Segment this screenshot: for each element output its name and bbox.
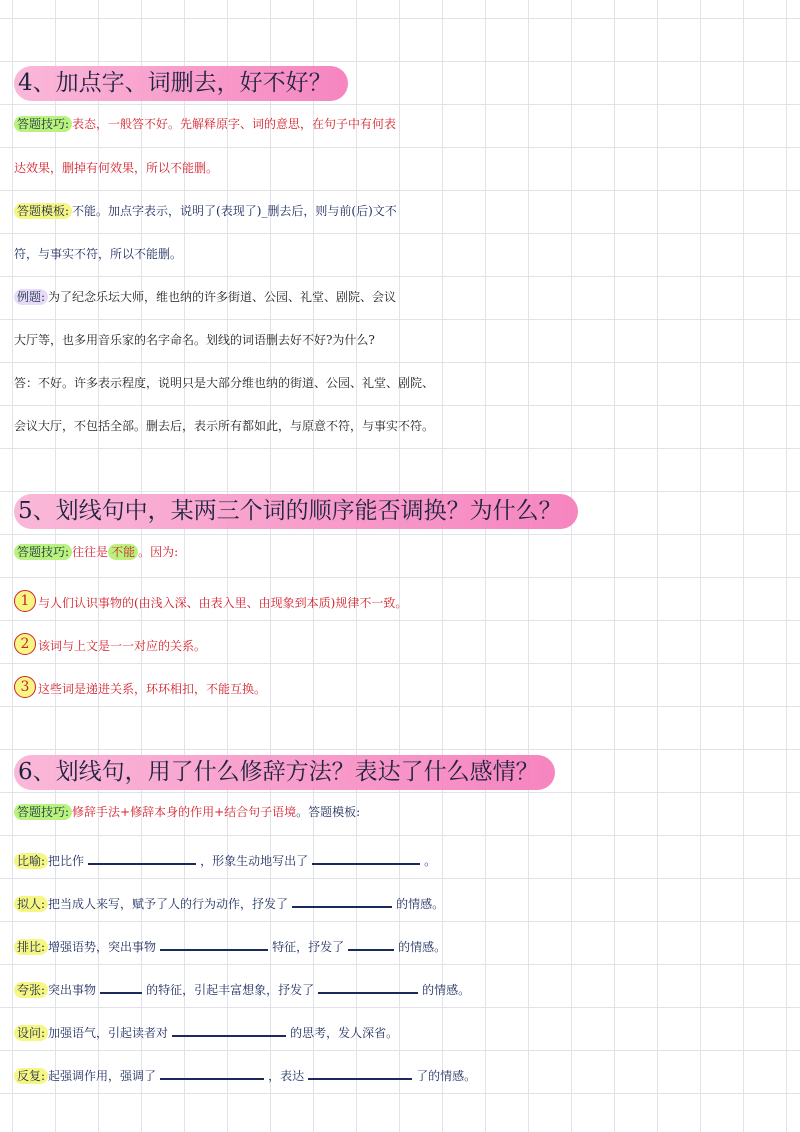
section5-tech-line xyxy=(14,546,792,558)
section4-tech-line2 xyxy=(14,162,792,174)
section4-answer-line2 xyxy=(14,420,792,432)
rhetoric-text: ，形象生动地写出了 xyxy=(200,854,309,868)
section5-item-text: 该词与上文是一一对应的关系。 xyxy=(38,639,207,653)
section5-heading-row xyxy=(14,494,792,529)
section5-tech-pre: 往往是 xyxy=(72,545,109,559)
rhetoric-text: 了的情感。 xyxy=(416,1069,477,1083)
rhetoric-text: 起强调作用，强调了 xyxy=(48,1069,157,1083)
rhetoric-label: 排比: xyxy=(14,939,48,955)
section4-example-line2 xyxy=(14,334,792,346)
fill-blank xyxy=(88,849,196,865)
section4-tmpl-line2 xyxy=(14,248,792,260)
fill-blank xyxy=(318,978,418,994)
section4-tmpl-text2: 符，与事实不符，所以不能删。 xyxy=(14,247,183,261)
fill-blank xyxy=(172,1021,286,1037)
rhetoric-text: 。 xyxy=(424,854,437,868)
fill-blank xyxy=(160,935,268,951)
rhetoric-row-personification xyxy=(14,892,792,910)
section4-tech-text1: 表态，一般答不好。先解释原字、词的意思，在句子中有何表 xyxy=(72,117,397,131)
rhetoric-text: 的情感。 xyxy=(398,940,447,954)
section4-example-text2: 大厅等，也多用音乐家的名字命名。划线的词语删去好不好?为什么? xyxy=(14,333,375,347)
section5-item xyxy=(14,590,792,612)
section5-item xyxy=(14,633,792,655)
section5-heading: 5、划线句中，某两三个词的顺序能否调换？为什么？ xyxy=(14,494,578,529)
section4-example-line1 xyxy=(14,291,792,303)
section6-tech-text: 修辞手法+修辞本身的作用+结合句子语境 xyxy=(72,805,297,819)
section4-tech-label: 答题技巧: xyxy=(14,116,72,132)
fill-blank xyxy=(100,978,142,994)
rhetoric-label: 反复: xyxy=(14,1068,48,1084)
fill-blank xyxy=(312,849,420,865)
circled-number-icon: 1 xyxy=(14,590,36,612)
rhetoric-row-parallelism xyxy=(14,935,792,953)
rhetoric-row-simile xyxy=(14,849,792,867)
section4-tmpl-text1: 不能。加点字表示，说明了(表现了)_删去后，则与前(后)文不 xyxy=(72,204,397,218)
section4-answer-text2: 会议大厅，不包括全部。删去后，表示所有都如此，与原意不符，与事实不符。 xyxy=(14,419,435,433)
rhetoric-row-hyperbole xyxy=(14,978,792,996)
rhetoric-label: 设问: xyxy=(14,1025,48,1041)
rhetoric-label: 拟人: xyxy=(14,896,48,912)
rhetoric-text: 把比作 xyxy=(48,854,85,868)
circled-number-icon: 2 xyxy=(14,633,36,655)
fill-blank xyxy=(348,935,394,951)
rhetoric-text: 特征，抒发了 xyxy=(272,940,345,954)
rhetoric-text: 加强语气，引起读者对 xyxy=(48,1026,169,1040)
rhetoric-text: ，表达 xyxy=(268,1069,305,1083)
circled-number-icon: 3 xyxy=(14,676,36,698)
fill-blank xyxy=(160,1064,264,1080)
rhetoric-text: 的情感。 xyxy=(422,983,471,997)
rhetoric-text: 增强语势，突出事物 xyxy=(48,940,157,954)
rhetoric-text: 的思考，发人深省。 xyxy=(290,1026,399,1040)
section4-tech-text2: 达效果，删掉有何效果，所以不能删。 xyxy=(14,161,219,175)
section4-tech-line1 xyxy=(14,118,792,130)
fill-blank xyxy=(292,892,392,908)
rhetoric-row-repetition xyxy=(14,1064,792,1082)
section5-tech-highlight: 不能 xyxy=(108,544,138,560)
section5-tech-label: 答题技巧: xyxy=(14,544,72,560)
section4-heading-row xyxy=(14,66,792,101)
fill-blank xyxy=(308,1064,412,1080)
rhetoric-text: 的情感。 xyxy=(396,897,445,911)
section4-answer-line1 xyxy=(14,377,792,389)
rhetoric-text: 把当成人来写，赋予了人的行为动作，抒发了 xyxy=(48,897,289,911)
section4-answer-label: 答： xyxy=(14,376,39,390)
section4-heading: 4、加点字、词删去，好不好？ xyxy=(14,66,348,101)
section6-heading-row xyxy=(14,755,792,790)
section4-tmpl-label: 答题模板: xyxy=(14,203,72,219)
section5-item xyxy=(14,676,792,698)
section4-answer-text1: 不好。许多表示程度，说明只是大部分维也纳的街道、公园、礼堂、剧院、 xyxy=(38,376,435,390)
section6-tech-label: 答题技巧: xyxy=(14,804,72,820)
rhetoric-label: 夸张: xyxy=(14,982,48,998)
section4-example-text1: 为了纪念乐坛大师，维也纳的许多街道、公园、礼堂、剧院、会议 xyxy=(48,290,397,304)
section5-item-text: 与人们认识事物的(由浅入深、由表入里、由现象到本质)规律不一致。 xyxy=(38,596,408,610)
section5-tech-post: 。因为: xyxy=(138,545,179,559)
section4-tmpl-line1 xyxy=(14,205,792,217)
section6-heading: 6、划线句，用了什么修辞方法？表达了什么感情？ xyxy=(14,755,555,790)
section5-item-text: 这些词是递进关系，环环相扣，不能互换。 xyxy=(38,682,267,696)
rhetoric-text: 的特征，引起丰富想象，抒发了 xyxy=(146,983,315,997)
rhetoric-label: 比喻: xyxy=(14,853,48,869)
section4-example-label: 例题: xyxy=(14,289,48,305)
section6-tech-line xyxy=(14,806,792,818)
rhetoric-row-rhetorical-question xyxy=(14,1021,792,1039)
rhetoric-text: 突出事物 xyxy=(48,983,97,997)
section6-tech-tail: 。答题模板: xyxy=(296,805,361,819)
